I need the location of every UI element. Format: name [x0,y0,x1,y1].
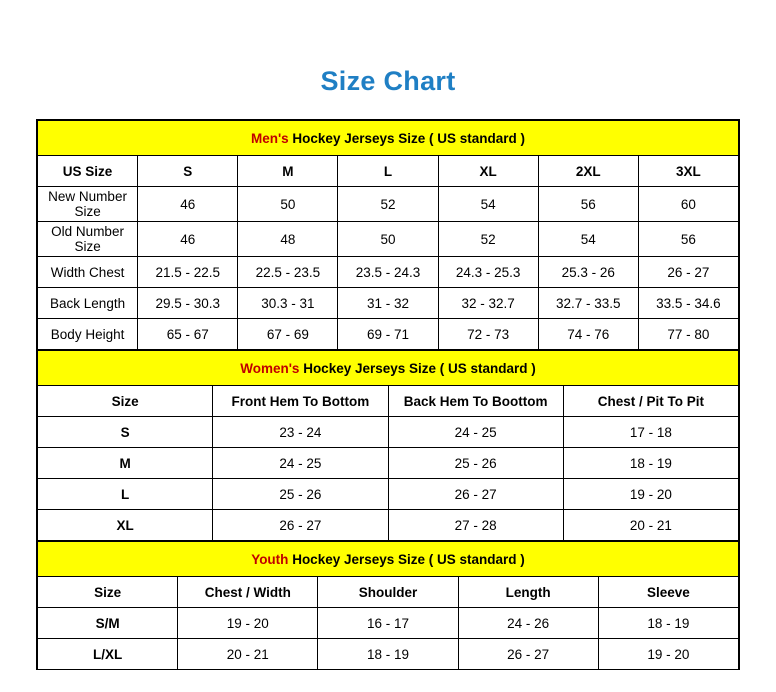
row-label: S/M [38,608,178,639]
womens-band-title [38,351,739,386]
cell: 50 [338,222,438,257]
youth-band-rest: Hockey Jerseys Size ( US standard ) [288,551,525,567]
cell: 60 [638,187,738,222]
mens-header-cell: US Size [38,156,138,187]
cell: 26 - 27 [458,639,598,670]
row-label: Old Number Size [38,222,138,257]
cell: 19 - 20 [598,639,738,670]
cell: 56 [538,187,638,222]
mens-band-row [38,121,739,156]
mens-header-cell: 3XL [638,156,738,187]
table-header-row [38,386,739,417]
row-label: Body Height [38,319,138,350]
youth-band-row [38,542,739,577]
cell: 26 - 27 [388,479,563,510]
cell: 26 - 27 [638,257,738,288]
table-row [38,222,739,257]
table-row [38,417,739,448]
cell: 72 - 73 [438,319,538,350]
cell: 27 - 28 [388,510,563,541]
mens-header-cell: 2XL [538,156,638,187]
cell: 30.3 - 31 [238,288,338,319]
table-row [38,608,739,639]
row-label: L/XL [38,639,178,670]
row-label: Back Length [38,288,138,319]
cell: 18 - 19 [563,448,738,479]
row-label: S [38,417,213,448]
table-header-row [38,577,739,608]
cell: 23 - 24 [213,417,388,448]
mens-header-cell: M [238,156,338,187]
cell: 46 [138,222,238,257]
table-row [38,479,739,510]
cell: 31 - 32 [338,288,438,319]
table-header-row [38,156,739,187]
cell: 54 [438,187,538,222]
cell: 23.5 - 24.3 [338,257,438,288]
table-row [38,319,739,350]
youth-header-cell: Sleeve [598,577,738,608]
row-label: XL [38,510,213,541]
cell: 67 - 69 [238,319,338,350]
cell: 32.7 - 33.5 [538,288,638,319]
womens-header-cell: Back Hem To Boottom [388,386,563,417]
cell: 50 [238,187,338,222]
cell: 29.5 - 30.3 [138,288,238,319]
cell: 74 - 76 [538,319,638,350]
cell: 25 - 26 [388,448,563,479]
cell: 33.5 - 34.6 [638,288,738,319]
cell: 32 - 32.7 [438,288,538,319]
mens-size-table [37,120,739,350]
youth-header-cell: Shoulder [318,577,458,608]
cell: 77 - 80 [638,319,738,350]
youth-band-title [38,542,739,577]
size-chart-container [36,119,740,670]
youth-header-cell: Length [458,577,598,608]
womens-header-cell: Size [38,386,213,417]
cell: 25 - 26 [213,479,388,510]
womens-band-rest: Hockey Jerseys Size ( US standard ) [299,360,536,376]
table-row [38,639,739,670]
youth-header-cell: Size [38,577,178,608]
womens-header-cell: Chest / Pit To Pit [563,386,738,417]
cell: 56 [638,222,738,257]
table-row [38,510,739,541]
cell: 24 - 26 [458,608,598,639]
table-row [38,288,739,319]
mens-band-accent: Men's [250,130,289,146]
youth-size-table [37,541,739,670]
mens-header-cell: XL [438,156,538,187]
womens-band-accent: Women's [240,360,300,376]
cell: 20 - 21 [178,639,318,670]
cell: 52 [438,222,538,257]
cell: 19 - 20 [563,479,738,510]
table-row [38,187,739,222]
womens-band-row [38,351,739,386]
cell: 24 - 25 [213,448,388,479]
cell: 26 - 27 [213,510,388,541]
cell: 20 - 21 [563,510,738,541]
cell: 25.3 - 26 [538,257,638,288]
cell: 24.3 - 25.3 [438,257,538,288]
cell: 69 - 71 [338,319,438,350]
table-row [38,257,739,288]
cell: 54 [538,222,638,257]
mens-band-title [38,121,739,156]
page-title: Size Chart [320,66,456,96]
cell: 18 - 19 [318,639,458,670]
cell: 16 - 17 [318,608,458,639]
row-label: Width Chest [38,257,138,288]
cell: 24 - 25 [388,417,563,448]
cell: 48 [238,222,338,257]
cell: 22.5 - 23.5 [238,257,338,288]
cell: 46 [138,187,238,222]
cell: 17 - 18 [563,417,738,448]
table-row [38,448,739,479]
row-label: New Number Size [38,187,138,222]
cell: 65 - 67 [138,319,238,350]
womens-size-table [37,350,739,541]
cell: 19 - 20 [178,608,318,639]
youth-band-accent: Youth [251,551,289,567]
youth-header-cell: Chest / Width [178,577,318,608]
mens-header-cell: L [338,156,438,187]
cell: 21.5 - 22.5 [138,257,238,288]
cell: 18 - 19 [598,608,738,639]
row-label: L [38,479,213,510]
row-label: M [38,448,213,479]
womens-header-cell: Front Hem To Bottom [213,386,388,417]
cell: 52 [338,187,438,222]
mens-band-rest: Hockey Jerseys Size ( US standard ) [288,130,526,146]
mens-header-cell: S [138,156,238,187]
